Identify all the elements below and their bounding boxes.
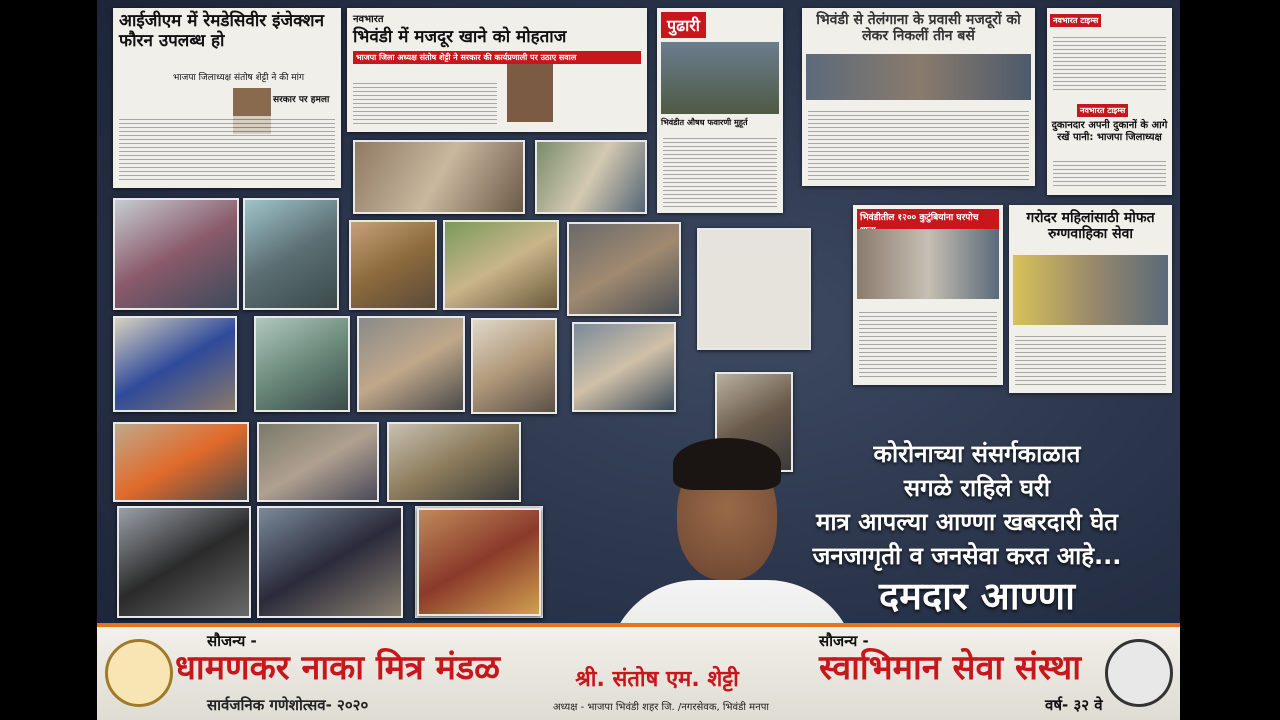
slogan-line-1: कोरोनाच्या संसर्गकाळात xyxy=(873,440,1081,468)
clipping-subheadline: भाजपा जिलाध्यक्ष संतोष शेट्टी ने की मांग xyxy=(173,73,305,83)
news-clipping-shopkeepers-water xyxy=(1047,8,1172,195)
mandal-logo xyxy=(105,639,173,707)
slogan-line-4: जनजागृती व जनसेवा करत आहे... xyxy=(812,542,1122,570)
tagline: दमदार आण्णा xyxy=(879,574,1075,618)
center-name: श्री. संतोष एम. शेट्टी xyxy=(575,667,739,692)
photo-street-relief xyxy=(567,222,681,316)
photo-crowd xyxy=(357,316,465,412)
clipping-photo xyxy=(857,229,999,299)
bottom-banner xyxy=(97,623,1180,720)
photo-clipping-urdu xyxy=(697,228,811,350)
slogan-line-3: मात्र आपल्या आण्णा खबरदारी घेत xyxy=(815,508,1118,536)
clipping-headline: गरोदर महिलांसाठी मोफत रुग्णवाहिका सेवा xyxy=(1026,210,1155,243)
clipping-body-text xyxy=(119,116,335,182)
right-org-name: स्वाभिमान सेवा संस्था xyxy=(819,648,1082,688)
photo-meeting-2 xyxy=(257,506,403,618)
clipping-headline: भिवंडीतील १२०० कुटुंबियांना घरपोच xyxy=(857,209,999,237)
photo-women-group xyxy=(417,508,541,616)
clipping-headline: भिवंडी से तेलंगाना के प्रवासी मजदूरों को लेकर निकलीं तीन बसें xyxy=(816,12,1021,45)
clipping-body-text xyxy=(663,135,777,207)
clipping-headline: भिवंडी में मजदूर खाने को मोहताज xyxy=(353,27,567,47)
photo-distribution-2 xyxy=(535,140,647,214)
clipping-body-text xyxy=(1053,34,1166,91)
center-title: अध्यक्ष - भाजपा भिवंडी शहर जि. /नगरसेवक, भिवंडी मनपा xyxy=(553,702,769,713)
clipping-body-text xyxy=(1015,333,1166,387)
photo-hospital-visit xyxy=(243,198,339,310)
clipping-masthead-2: नवभारत टाइम्स xyxy=(1077,104,1128,117)
clipping-caption: भिवंडीत औषध फवारणी मुहूर्त xyxy=(661,118,748,127)
left-courtesy-label: सौजन्य - xyxy=(207,632,257,650)
photo-distribution-1 xyxy=(353,140,525,214)
photo-police-meeting xyxy=(387,422,521,502)
right-courtesy-label: सौजन्य - xyxy=(819,632,869,650)
clipping-body-text-2 xyxy=(1053,158,1166,189)
photo-street-visit xyxy=(257,422,379,502)
portrait-hair xyxy=(673,438,781,490)
clipping-body-text xyxy=(808,108,1029,180)
clipping-photo xyxy=(661,42,779,114)
poster xyxy=(97,0,1180,720)
left-org-name: धामणकर नाका मित्र मंडळ xyxy=(175,648,501,688)
clipping-photo xyxy=(507,64,553,122)
news-clipping-grain-delivery xyxy=(853,205,1003,385)
photo-vegetables xyxy=(443,220,559,310)
slogan-line-2: सगळे राहिले घरी xyxy=(903,474,1051,502)
right-year-label: वर्ष- ३२ वे xyxy=(1045,696,1103,714)
photo-food-packing xyxy=(349,220,437,310)
clipping-masthead: नवभारत xyxy=(353,14,384,25)
photo-workers xyxy=(113,422,249,502)
news-clipping-remdesivir xyxy=(113,8,341,188)
photo-kit-handover xyxy=(572,322,676,412)
clipping-body-text xyxy=(353,80,497,126)
clipping-side-heading: सरकार पर हमला xyxy=(273,95,330,105)
clipping-photo xyxy=(1013,255,1168,325)
photo-meeting-1 xyxy=(113,316,237,412)
news-clipping-telangana-buses xyxy=(802,8,1035,186)
photo-ambulance xyxy=(113,198,239,310)
news-clipping-pudhari xyxy=(657,8,783,213)
clipping-masthead: नवभारत टाइम्स xyxy=(1050,14,1101,27)
news-clipping-labourers xyxy=(347,8,647,132)
clipping-headline: आईजीएम में रेमडेसिवीर इंजेक्शन फौरन उपलब्ध हो xyxy=(119,11,325,51)
clipping-masthead: पुढारी xyxy=(661,12,706,38)
clipping-subheadline: भाजपा जिला अध्यक्ष संतोष शेट्टी ने सरकार की कार्यप्रणाली पर उठाए सवाल xyxy=(353,51,641,64)
news-clipping-ambulance-service xyxy=(1009,205,1172,393)
sanstha-logo xyxy=(1105,639,1173,707)
clipping-body-text xyxy=(859,309,997,379)
left-event-label: सार्वजनिक गणेशोत्सव- २०२० xyxy=(207,696,369,714)
photo-ration-bags xyxy=(471,318,557,414)
photo-media-interview xyxy=(117,506,251,618)
clipping-photo xyxy=(806,54,1031,100)
photo-medical-checkup xyxy=(254,316,350,412)
clipping-headline: दुकानदार अपनी दुकानों के आगे रखें पानी: भाजपा जिलाध्यक्ष xyxy=(1051,120,1168,143)
